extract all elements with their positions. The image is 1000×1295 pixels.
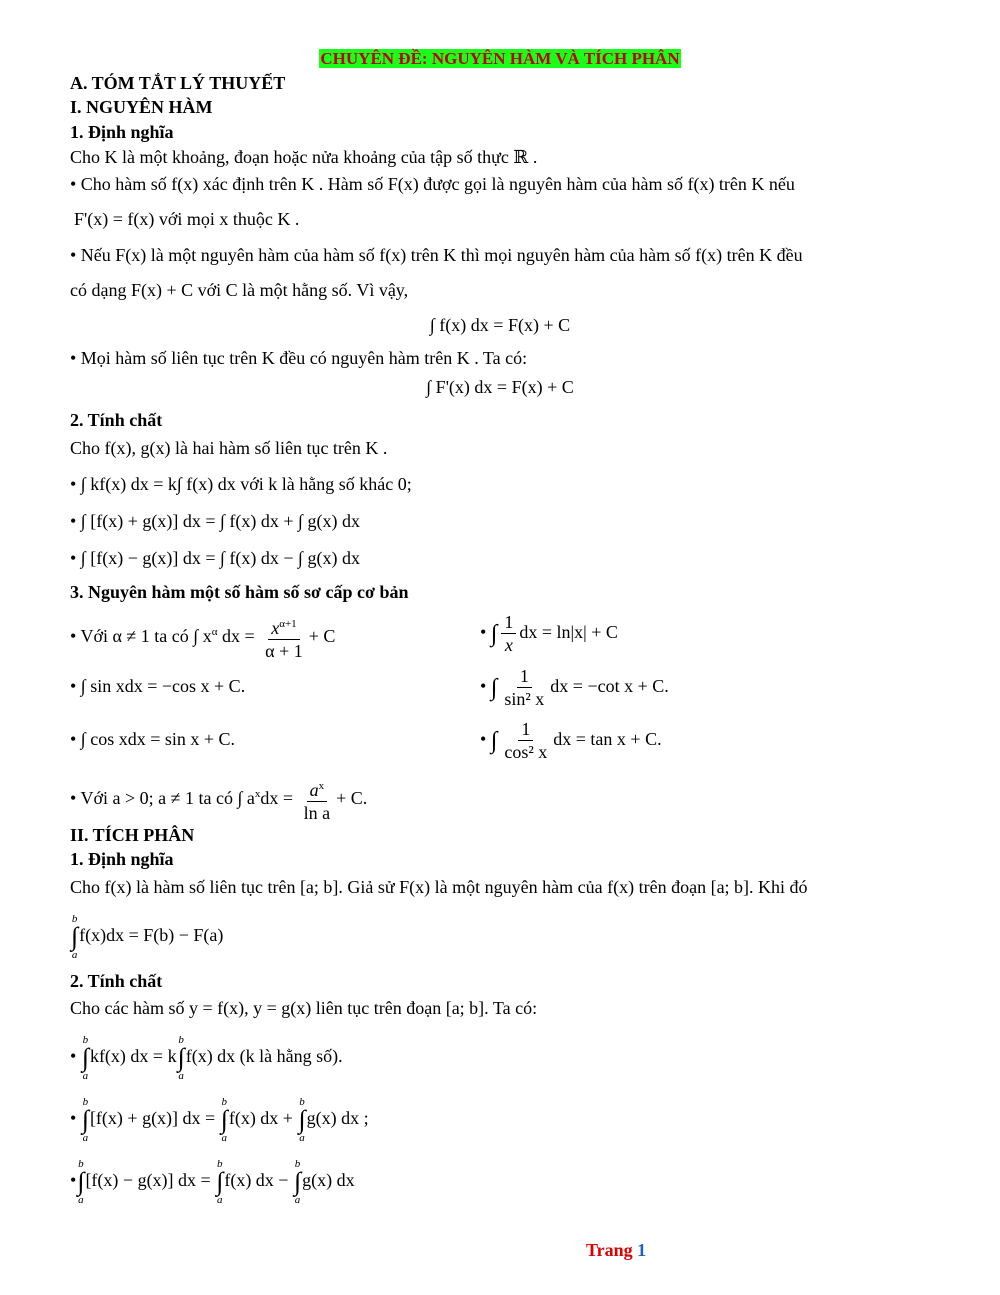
def-p2a: • Nếu F(x) là một nguyên hàm của hàm số f(x) trên K thì mọi nguyên hàm của hàm số f(x) trên K đều — [70, 245, 803, 265]
prop-intro: Cho f(x), g(x) là hai hàm số liên tục trên K . — [70, 438, 388, 458]
formula-1: ∫ f(x) dx = F(x) + C — [429, 315, 571, 335]
formula-power: • Với α ≠ 1 ta có ∫ $x^\alpha$ dx = $\frac{x^{\alpha+1}}{\alpha + 1}$ + C — [70, 610, 335, 662]
banner: CHUYÊN ĐỀ: NGUYÊN HÀM VÀ TÍCH PHÂN — [320, 49, 680, 68]
formula-sin: • ∫ sin xdx = −cos x + C. — [70, 676, 246, 696]
prop-1: • ∫ kf(x) dx = k∫ f(x) dx với k là hằng số khác 0; — [70, 474, 412, 494]
formula-exp: • Với a > 0; a ≠ 1 ta có ∫ $a^xdx$ = $\frac{a^x}{\text{ln a}}$ + C. — [70, 772, 367, 824]
def-p2b: có dạng F(x) + C với C là một hằng số. Vì vậy, — [70, 280, 409, 300]
def-p3: • Mọi hàm số liên tục trên K đều có nguyên hàm trên K . Ta có: — [70, 348, 528, 368]
section-ii-heading: II. TÍCH PHÂN — [70, 825, 195, 845]
def-p1a: • Cho hàm số f(x) xác định trên K . Hàm số F(x) được gọi là nguyên hàm của hàm số f(x) trên K nếu — [70, 174, 795, 194]
formula-tan: • ∫ $\frac{1}{\text{cos² x}}$ dx = tan x + C. — [480, 719, 662, 763]
ii1-heading: 1. Định nghĩa — [70, 849, 174, 869]
power-fraction: $\frac{x^{\alpha+1}}{\alpha + 1}$ — [262, 613, 306, 662]
ii-prop-1: • b ∫ a kf(x) dx = k b ∫ a f(x) dx (k là hằng số). — [70, 1033, 343, 1082]
formula-2: ∫ F'(x) dx = F(x) + C — [426, 377, 574, 397]
prop-2: • ∫ [f(x) + g(x)] dx = ∫ f(x) dx + ∫ g(x) dx — [70, 511, 360, 531]
ii-prop-3: • b ∫ a [f(x) − g(x)] dx = b ∫ a f(x) dx − b ∫ a g(x) dx — [70, 1157, 355, 1206]
formula-cos: • ∫ cos xdx = sin x + C. — [70, 729, 236, 749]
i3-heading: 3. Nguyên hàm một số hàm số sơ cấp cơ bản — [70, 582, 409, 602]
ii-def-formula: b ∫ a f(x)dx = F(b) − F(a) — [71, 912, 224, 961]
def-intro: Cho K là một khoảng, đoạn hoặc nửa khoảng của tập số thực ℝ . — [70, 147, 538, 167]
formula-ln: • ∫ $\frac{1}{x}$ dx = ln|x| + C — [480, 612, 618, 656]
ii-prop-intro: Cho các hàm số y = f(x), y = g(x) liên tục trên đoạn [a; b]. Ta có: — [70, 998, 538, 1018]
ii-prop-2: • b ∫ a [f(x) + g(x)] dx = b ∫ a f(x) dx + b ∫ a g(x) dx ; — [70, 1095, 369, 1144]
ii2-heading: 2. Tính chất — [70, 971, 163, 991]
footer-word: Trang — [586, 1240, 633, 1260]
i1-heading: 1. Định nghĩa — [70, 122, 174, 142]
prop-3: • ∫ [f(x) − g(x)] dx = ∫ f(x) dx − ∫ g(x) dx — [70, 548, 360, 568]
page-number: 1 — [637, 1240, 647, 1260]
i2-heading: 2. Tính chất — [70, 410, 163, 430]
section-a-heading: A. TÓM TẮT LÝ THUYẾT — [70, 73, 286, 93]
formula-cot: • ∫ $\frac{1}{\text{sin² x}}$ dx = −cot x + C. — [480, 666, 669, 710]
section-i-heading: I. NGUYÊN HÀM — [70, 97, 213, 117]
page-footer — [586, 1240, 646, 1261]
ii-def: Cho f(x) là hàm số liên tục trên [a; b]. Giả sử F(x) là một nguyên hàm của f(x) trên đoạn [a; b]. Khi đó — [70, 877, 808, 897]
definite-integral-sign: b ∫ a — [71, 912, 79, 961]
def-p1b: F'(x) = f(x) với mọi x thuộc K . — [74, 209, 300, 229]
